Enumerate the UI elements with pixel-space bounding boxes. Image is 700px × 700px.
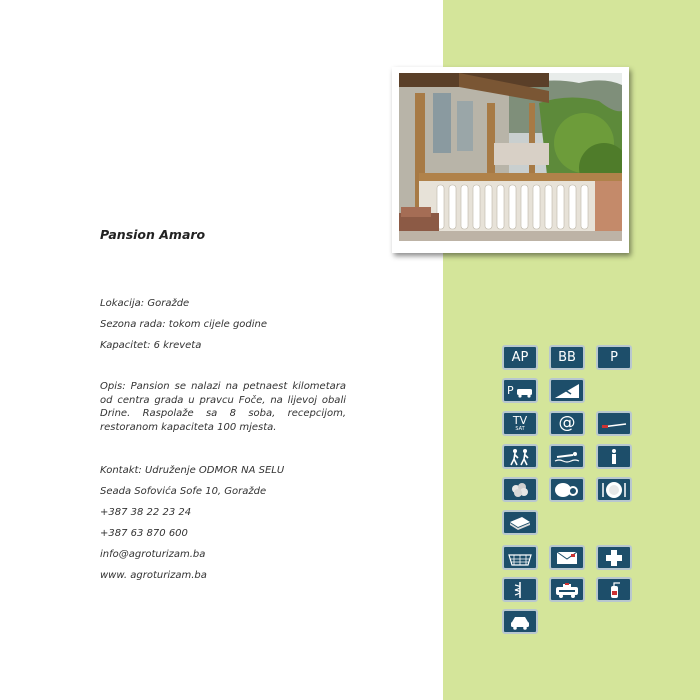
parking-icon: P xyxy=(596,345,632,370)
police-icon xyxy=(549,577,585,602)
svg-text:P: P xyxy=(507,384,514,397)
pharmacy-icon xyxy=(502,577,538,602)
flowers-icon xyxy=(502,477,538,502)
satellite-tv-icon xyxy=(502,411,538,436)
fishing-icon xyxy=(596,411,632,436)
location-text: Lokacija: Goražde xyxy=(100,298,190,309)
property-name: Pansion Amaro xyxy=(100,227,206,242)
hiking-icon xyxy=(502,444,538,469)
shopping-basket-icon xyxy=(502,545,538,570)
contact-website[interactable]: www. agroturizam.ba xyxy=(100,570,207,581)
bus-parking-icon xyxy=(502,378,538,403)
restroom-icon xyxy=(596,444,632,469)
contact-phone-1: +387 38 22 23 24 xyxy=(100,507,192,518)
apartment-icon: AP xyxy=(502,345,538,370)
restaurant-icon xyxy=(596,477,632,502)
pension-photo xyxy=(392,67,629,253)
season-text: Sezona rada: tokom cijele godine xyxy=(100,319,268,330)
contact-phone-2: +387 63 870 600 xyxy=(100,528,188,539)
skiing-icon xyxy=(549,378,585,403)
contact-org: Kontakt: Udruženje ODMOR NA SELU xyxy=(100,465,285,476)
photo-image xyxy=(399,73,622,241)
tv-label: TV xyxy=(512,414,528,427)
description-text: Opis: Pansion se nalazi na petnaest kilometara od centra grada u pravcu Foče, na lijevoj obali Drine. Raspolaže sa 8 soba, recepcijom, restoranom kapaciteta 100 mjesta. xyxy=(100,381,346,433)
first-aid-icon xyxy=(596,545,632,570)
contact-email[interactable]: info@agroturizam.ba xyxy=(100,549,206,560)
sandwich-icon xyxy=(502,510,538,535)
cafe-icon xyxy=(549,477,585,502)
sat-label: SAT xyxy=(515,426,525,432)
bed-breakfast-icon: BB xyxy=(549,345,585,370)
swimming-icon xyxy=(549,444,585,469)
taxi-icon xyxy=(502,609,538,634)
capacity-text: Kapacitet: 6 kreveta xyxy=(100,340,202,351)
internet-icon: @ xyxy=(549,411,585,436)
contact-address: Seada Sofovića Sofe 10, Goražde xyxy=(100,486,267,497)
fire-extinguisher-icon xyxy=(596,577,632,602)
mail-icon xyxy=(549,545,585,570)
